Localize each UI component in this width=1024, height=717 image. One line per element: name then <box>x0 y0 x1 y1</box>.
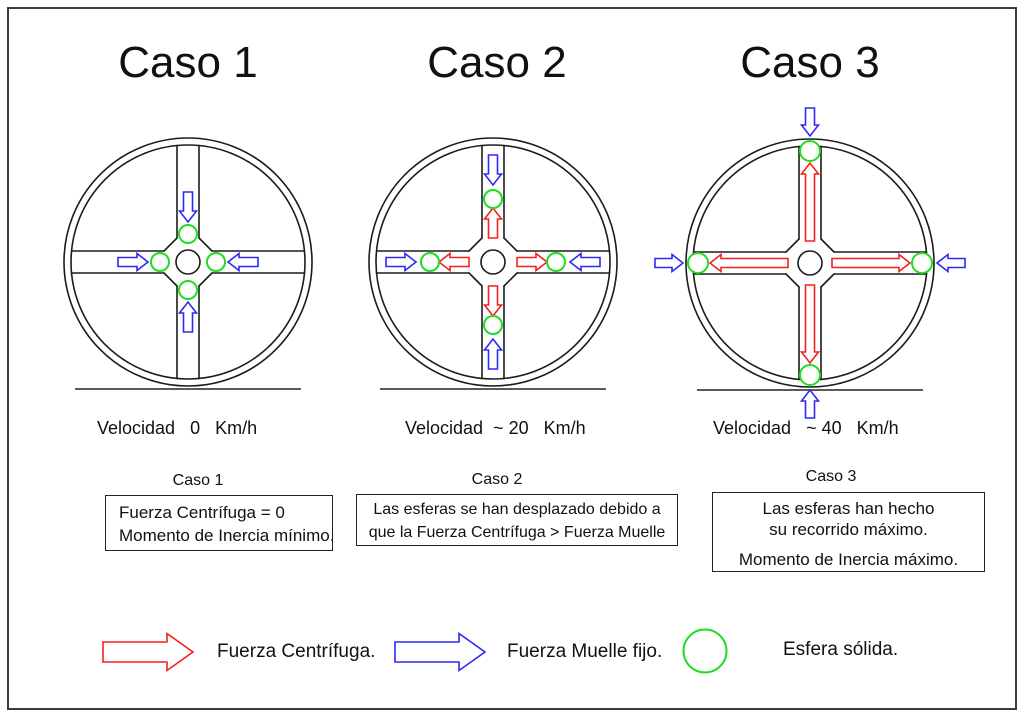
note-line: su recorrido máximo. <box>769 520 928 539</box>
spring-force-arrow-icon <box>392 630 488 674</box>
case1-note-title: Caso 1 <box>172 472 224 489</box>
solid-sphere-icon <box>682 628 728 674</box>
note-line: Fuerza Centrífuga = 0 <box>119 503 285 522</box>
note-line: que la Fuerza Centrífuga > Fuerza Muelle <box>368 524 666 541</box>
case2-note-box <box>356 494 678 546</box>
wheel-diagram-caso-3 <box>640 103 980 433</box>
case1-velocity: Velocidad 0 Km/h <box>97 418 258 438</box>
case3-note-box <box>712 492 985 572</box>
note-line: Momento de Inercia máximo. <box>738 550 959 569</box>
case2-velocity: Velocidad ~ 20 Km/h <box>405 418 586 438</box>
note-line: Momento de Inercia mínimo. <box>119 526 335 545</box>
case2-title: Caso 2 <box>427 38 567 87</box>
centrifugal-force-arrow-icon <box>100 630 196 674</box>
note-line: Las esferas han hecho <box>762 499 935 518</box>
wheel-diagram-caso-2 <box>323 102 663 432</box>
spring-force-label: Fuerza Muelle fijo. <box>507 641 663 662</box>
wheel-diagram-caso-1 <box>18 102 358 432</box>
case3-note-title: Caso 3 <box>805 468 857 485</box>
note-line: Las esferas se han desplazado debido a <box>373 501 661 518</box>
case2-note-title: Caso 2 <box>471 471 523 488</box>
case3-velocity: Velocidad ~ 40 Km/h <box>713 418 899 438</box>
solid-sphere-label: Esfera sólida. <box>783 639 899 660</box>
centrifugal-force-label: Fuerza Centrífuga. <box>217 641 376 662</box>
case3-title: Caso 3 <box>740 38 880 87</box>
case1-note-box <box>105 495 333 551</box>
case1-title: Caso 1 <box>118 38 258 87</box>
